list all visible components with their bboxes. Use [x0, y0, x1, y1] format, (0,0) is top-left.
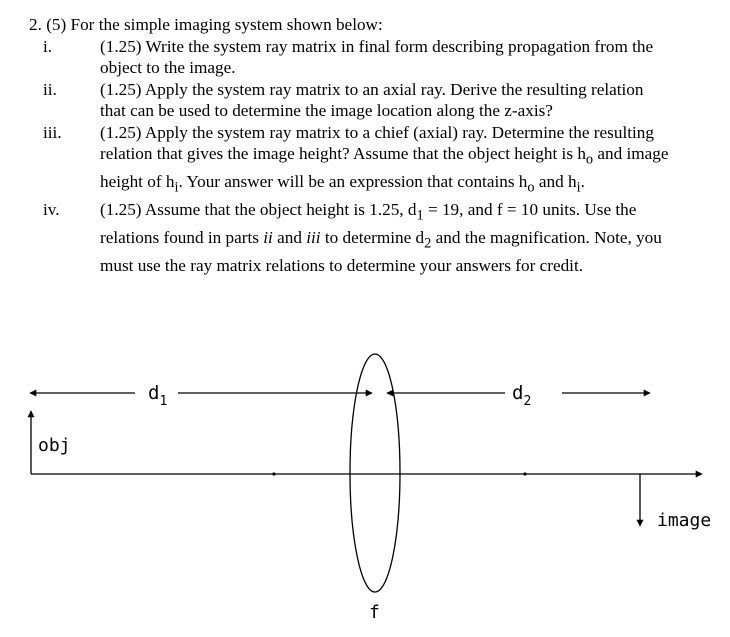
text-segment: to determine d — [320, 227, 425, 247]
image-label: image — [657, 510, 712, 531]
part-number: ii. — [43, 79, 57, 99]
text-segment: = 19, and f = 10 units. Use the relations found in parts — [100, 199, 637, 247]
text-segment: and the magnification. Note, you must use the ray matrix relations to determine your answers for credit. — [100, 227, 662, 275]
part-number: i. — [43, 36, 53, 56]
subscript: o — [527, 179, 535, 196]
text-segment: (1.25) Assume that the object height is 1.25, d — [100, 199, 417, 219]
subscript: 1 — [416, 207, 424, 224]
part-number: iii. — [43, 122, 62, 142]
subscript: 2 — [424, 235, 432, 252]
f-label: f — [369, 602, 380, 623]
part-text: (1.25) Write the system ray matrix in final form describing propagation from the object to the image. — [100, 36, 654, 77]
part-number: iv. — [43, 199, 60, 219]
subscript: i — [576, 179, 581, 196]
text-segment: (1.25) Apply the system ray matrix to a chief (axial) ray. Determine the resulting relation that gives the image height? Assume that the object height is h — [100, 122, 654, 163]
obj-label: obj — [38, 435, 71, 456]
emphasis: ii — [263, 227, 273, 247]
d2-label: $d_2$ — [512, 382, 532, 409]
axis-dot — [272, 472, 275, 475]
axis-dot — [523, 472, 526, 475]
subscript: o — [585, 151, 594, 168]
question-header: 2. (5) For the simple imaging system shown below: — [29, 15, 383, 34]
d1-label: $d_1$ — [148, 382, 168, 409]
emphasis: iii — [306, 227, 321, 247]
text-segment: . — [580, 171, 585, 191]
text-segment: . Your answer will be an expression that contains h — [178, 171, 528, 191]
text-segment: and image height of h — [100, 144, 669, 191]
subscript: i — [174, 179, 179, 196]
lens — [350, 354, 400, 592]
part-text: (1.25) Apply the system ray matrix to an axial ray. Derive the resulting relation that can be used to determine the image location along the z-axis? — [100, 79, 644, 120]
text-segment: and h — [534, 171, 577, 191]
text-segment: and — [272, 227, 307, 247]
